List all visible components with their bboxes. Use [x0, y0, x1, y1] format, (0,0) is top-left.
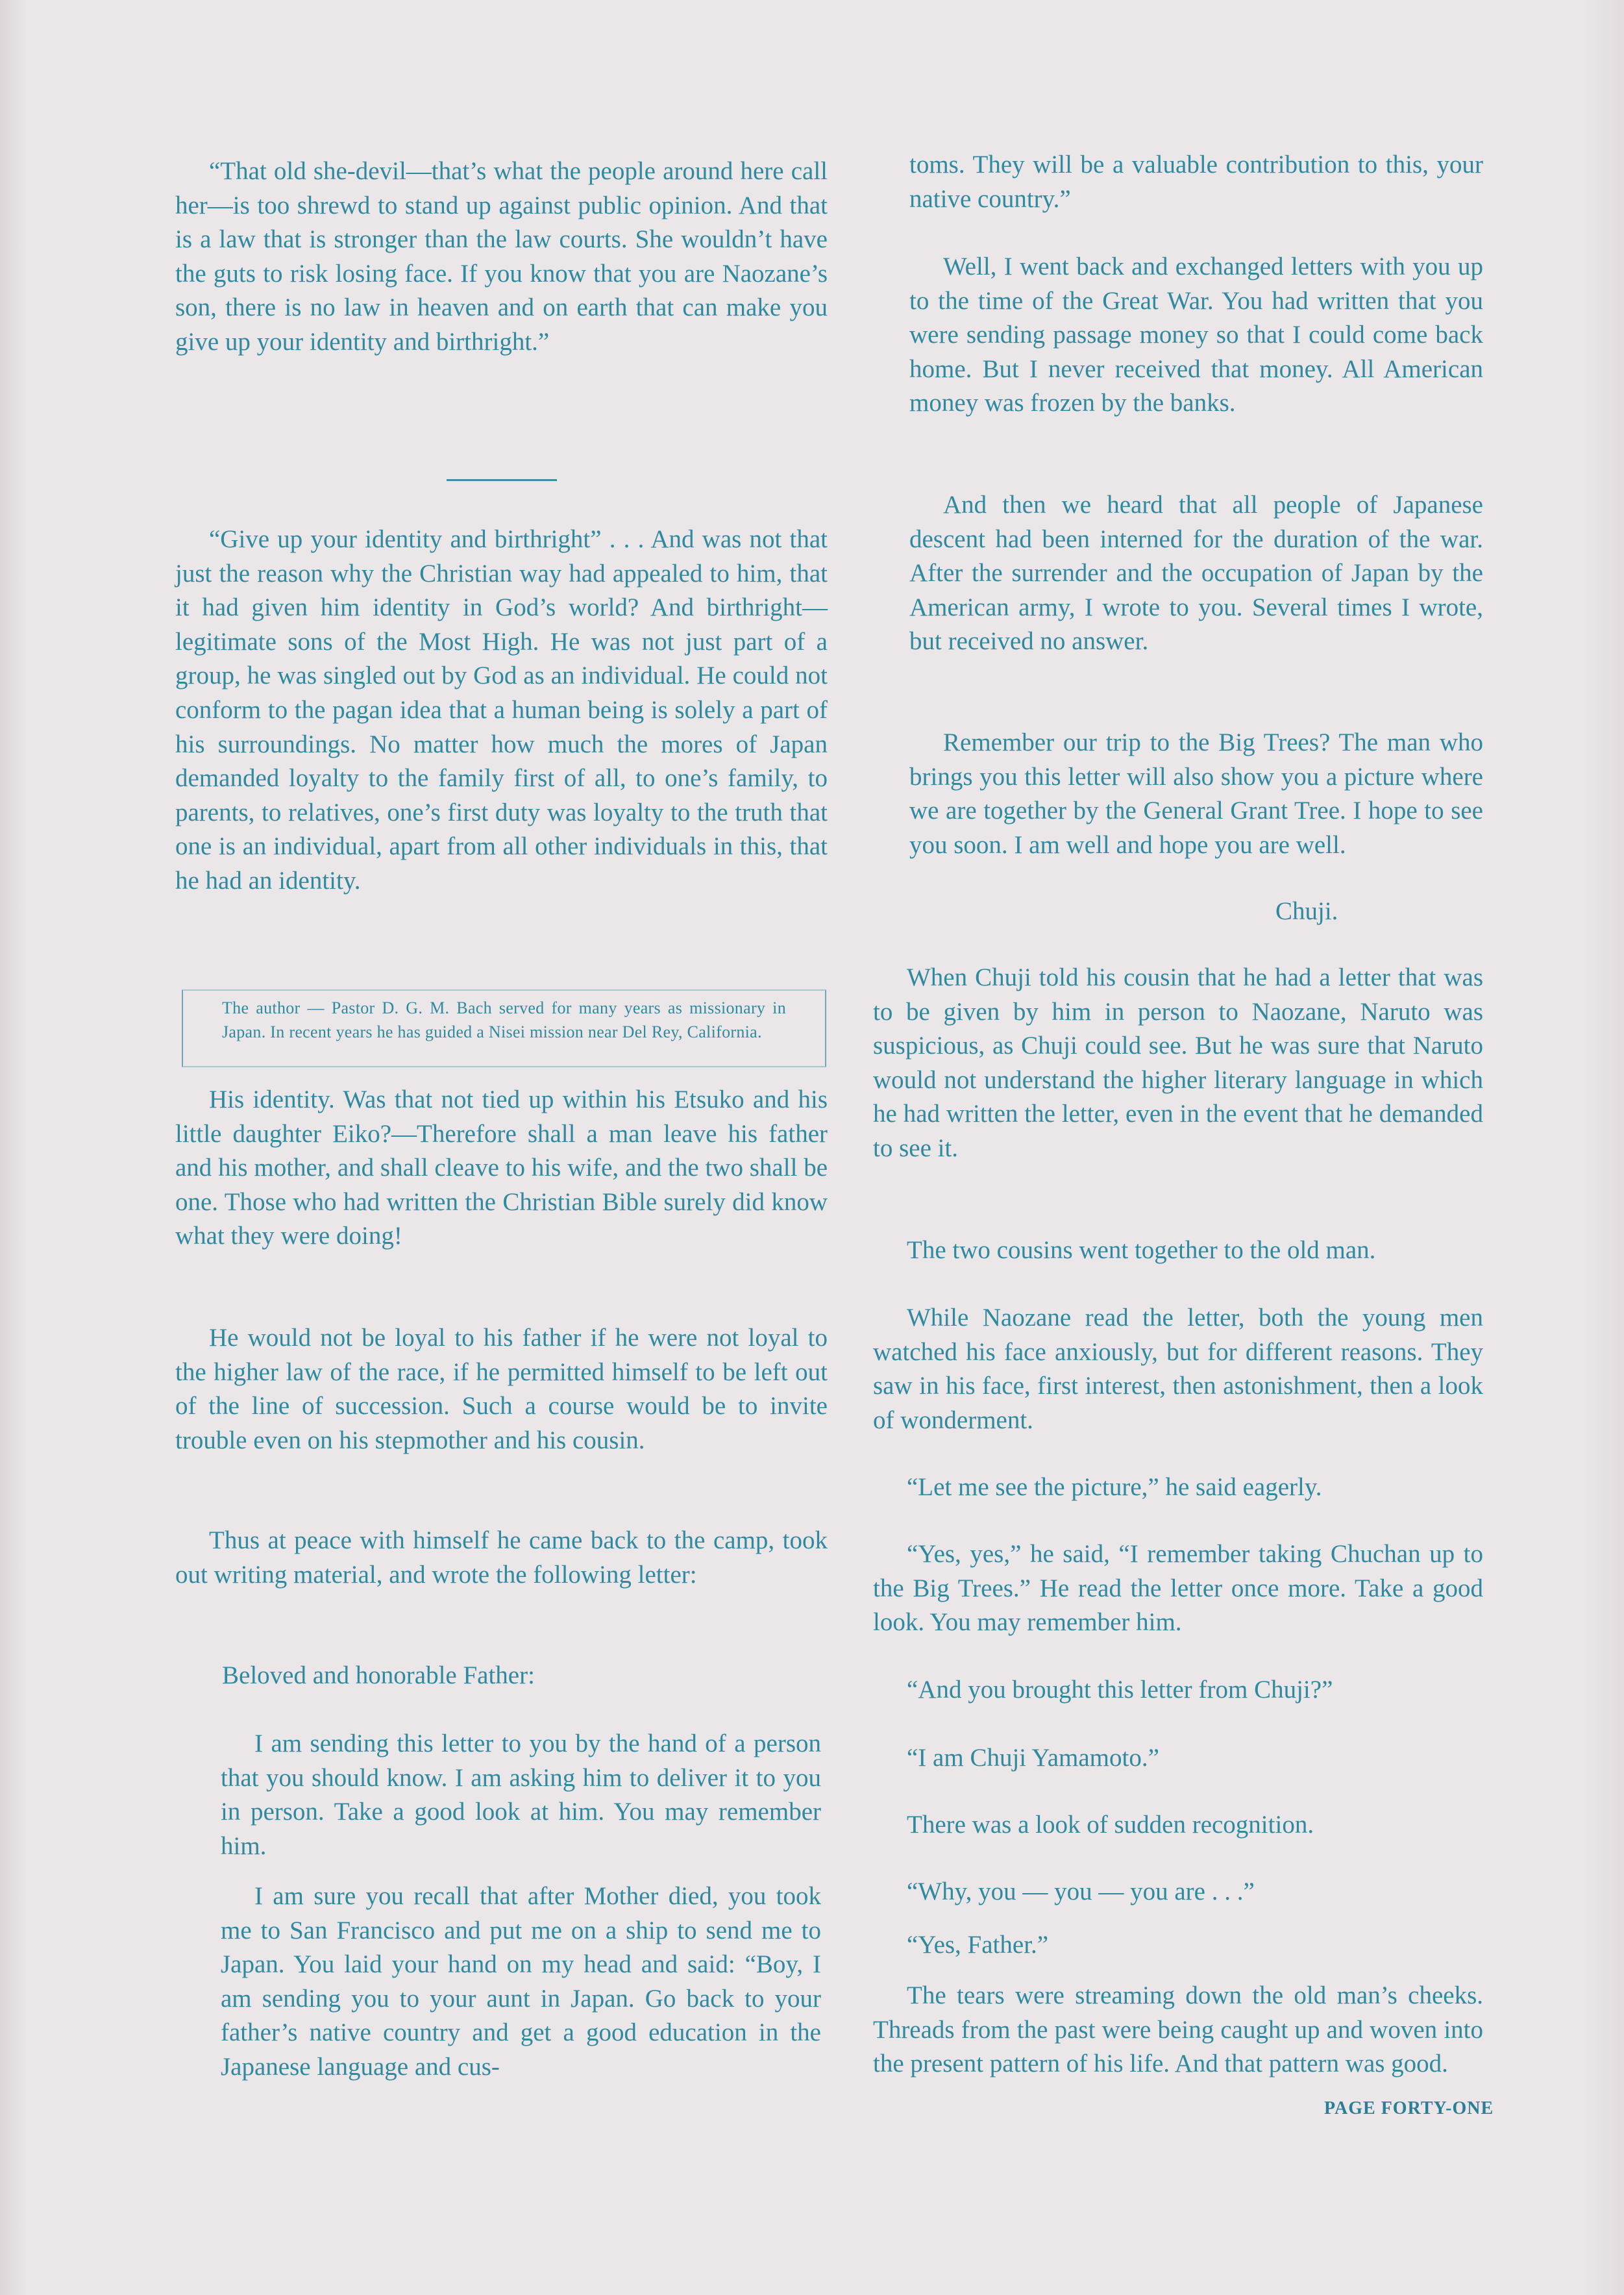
letter-salutation: Beloved and honorable Father:	[222, 1661, 535, 1689]
paragraph-yes-father: “Yes, Father.”	[907, 1931, 1049, 1959]
paragraph-see-picture: “Let me see the picture,” he said eagerly.	[907, 1473, 1322, 1501]
paragraph-loyal: He would not be loyal to his father if he were not loyal to the higher law of the race, if he permitted himself to be left out of the line of succession. Such a course would be to invite trouble even on his stepmother and his cousin.	[175, 1324, 828, 1454]
paragraph-yes-yes: “Yes, yes,” he said, “I remember taking Chuchan up to the Big Trees.” He read the letter once more. Take a good look. You may remember him.	[873, 1540, 1483, 1637]
paragraph-tears: The tears were streaming down the old man’s cheeks. Threads from the past were being caught up and woven into the present pattern of his life. And that pattern was good.	[873, 1981, 1483, 2078]
letter-paragraph-5: Remember our trip to the Big Trees? The man who brings you this letter will also show you a picture where we are together by the General Grant Tree. I hope to see you soon. I am well and hope you are well.	[909, 728, 1483, 859]
paragraph-identity-birthright: “Give up your identity and birthright” . . . And was not that just the reason why the Christian way had appealed to him, that it had given him identity in God’s world? And birthright—legitimate sons of the Most High. He was not just part of a group, he was singled out by God as an individual. He could not conform to the pagan idea that a human being is solely a part of his surroundings. No matter how much the mores of Japan demanded loyalty to the family first of all, to one’s family, to parents, to relatives, one’s first duty was loyalty to the truth that one is an individual, apart from all other individuals in this, that he had an identity.	[175, 525, 828, 895]
section-divider	[447, 479, 557, 481]
letter-paragraph-2: I am sure you recall that after Mother died, you took me to San Francisco and put me on a ship to send me to Japan. You laid your hand on my head and said: “Boy, I am sending you to your aunt in Japan. Go back to your father’s native country and get a good education in the Japanese language and cus-	[221, 1882, 821, 2081]
paragraph-i-am-chuji: “I am Chuji Yamamoto.”	[907, 1744, 1159, 1772]
paragraph-naozane-read: While Naozane read the letter, both the young men watched his face anxiously, but for different reasons. They saw in his face, first interest, then astonishment, then a look of wonderment.	[873, 1304, 1483, 1434]
paragraph-his-identity: His identity. Was that not tied up within his Etsuko and his little daughter Eiko?—Therefore shall a man leave his father and his mother, and shall cleave to his wife, and the two shall be one. Those who had written the Christian Bible surely did know what they were doing!	[175, 1085, 828, 1250]
author-note: The author — Pastor D. G. M. Bach served for many years as missionary in Japan. In recent years he has guided a Nisei mission near Del Rey, California.	[222, 999, 786, 1041]
paragraph-chuji-told: When Chuji told his cousin that he had a letter that was to be given by him in person to Naozane, Naruto was suspicious, as Chuji could see. But he was sure that Naruto would not understand the higher literary language in which he had written the letter, even in the event that he demanded to see it.	[873, 963, 1483, 1162]
letter-signature: Chuji.	[1275, 897, 1338, 925]
paragraph-why-you: “Why, you — you — you are . . .”	[907, 1878, 1255, 1905]
letter-paragraph-3: Well, I went back and exchanged letters with you up to the time of the Great War. You had written that you were sending passage money so that I could come back home. But I never received that money. All American money was frozen by the banks.	[909, 253, 1483, 417]
letter-paragraph-1: I am sending this letter to you by the hand of a person that you should know. I am asking him to deliver it to you in person. Take a good look at him. You may remember him.	[221, 1730, 821, 1860]
paragraph-two-cousins: The two cousins went together to the old man.	[907, 1236, 1376, 1264]
letter-paragraph-2-cont: toms. They will be a valuable contribution to this, your native country.”	[909, 151, 1483, 213]
paragraph-brought-letter: “And you brought this letter from Chuji?”	[907, 1676, 1333, 1704]
letter-paragraph-4: And then we heard that all people of Japanese descent had been interned for the duration of the war. After the surrender and the occupation of Japan by the American army, I wrote to you. Several times I wrote, but received no answer.	[909, 491, 1483, 656]
paragraph-at-peace: Thus at peace with himself he came back to the camp, took out writing material, and wrote the following letter:	[175, 1526, 828, 1589]
paragraph-recognition: There was a look of sudden recognition.	[907, 1811, 1314, 1839]
author-note-box	[182, 989, 826, 1067]
page-number: PAGE FORTY-ONE	[1324, 2098, 1494, 2118]
paragraph-she-devil: “That old she-devil—that’s what the people around here call her—is too shrewd to stand up against public opinion. And that is a law that is stronger than the law courts. She wouldn’t have the guts to risk losing face. If you know that you are Naozane’s son, there is no law in heaven and on earth that can make you give up your identity and birthright.”	[175, 157, 828, 356]
